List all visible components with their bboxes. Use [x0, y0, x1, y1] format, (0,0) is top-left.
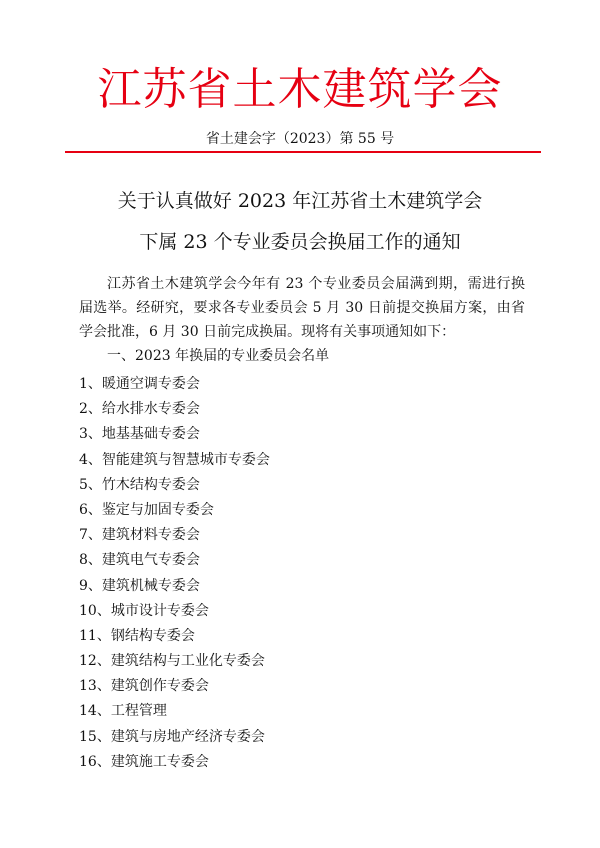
committee-item: 11、钢结构专委会 — [79, 627, 195, 644]
notice-title-line-2: 下属 23 个专业委员会换届工作的通知 — [139, 231, 461, 253]
committee-item: 14、工程管理 — [79, 703, 167, 720]
organization-title: 江苏省土木建筑学会 — [97, 64, 503, 115]
document-number: 省土建会字（2023）第 55 号 — [205, 131, 395, 147]
notice-body-paragraph: 江苏省土木建筑学会今年有 23 个专业委员会届满到期，需进行换届选举。经研究，要求各专业委员会 5 月 30 日前提交换届方案，由省学会批准，6 月 30 日前完成换届。现将有关事项通知如下： — [79, 276, 525, 340]
committee-list — [79, 372, 270, 775]
committee-item: 10、城市设计专委会 — [79, 602, 209, 619]
committee-item: 12、建筑结构与工业化专委会 — [79, 653, 265, 670]
committee-item: 7、建筑材料专委会 — [79, 527, 200, 544]
committee-item: 2、给水排水专委会 — [79, 401, 200, 418]
committee-item: 15、建筑与房地产经济专委会 — [79, 728, 265, 745]
committee-item: 3、地基基础专委会 — [79, 426, 200, 443]
committee-item: 4、智能建筑与智慧城市专委会 — [79, 451, 270, 468]
red-header-rule — [65, 151, 541, 153]
committee-item: 13、建筑创作专委会 — [79, 678, 209, 695]
committee-item: 1、暖通空调专委会 — [79, 376, 200, 392]
committee-item: 16、建筑施工专委会 — [79, 753, 209, 770]
section-heading-committee-list: 一、2023 年换届的专业委员会名单 — [107, 348, 330, 364]
committee-item: 8、建筑电气专委会 — [79, 552, 200, 569]
committee-item: 5、竹木结构专委会 — [79, 476, 200, 493]
committee-item: 9、建筑机械专委会 — [79, 577, 200, 594]
notice-title-line-1: 关于认真做好 2023 年江苏省土木建筑学会 — [117, 190, 483, 212]
committee-item: 6、鉴定与加固专委会 — [79, 501, 214, 518]
